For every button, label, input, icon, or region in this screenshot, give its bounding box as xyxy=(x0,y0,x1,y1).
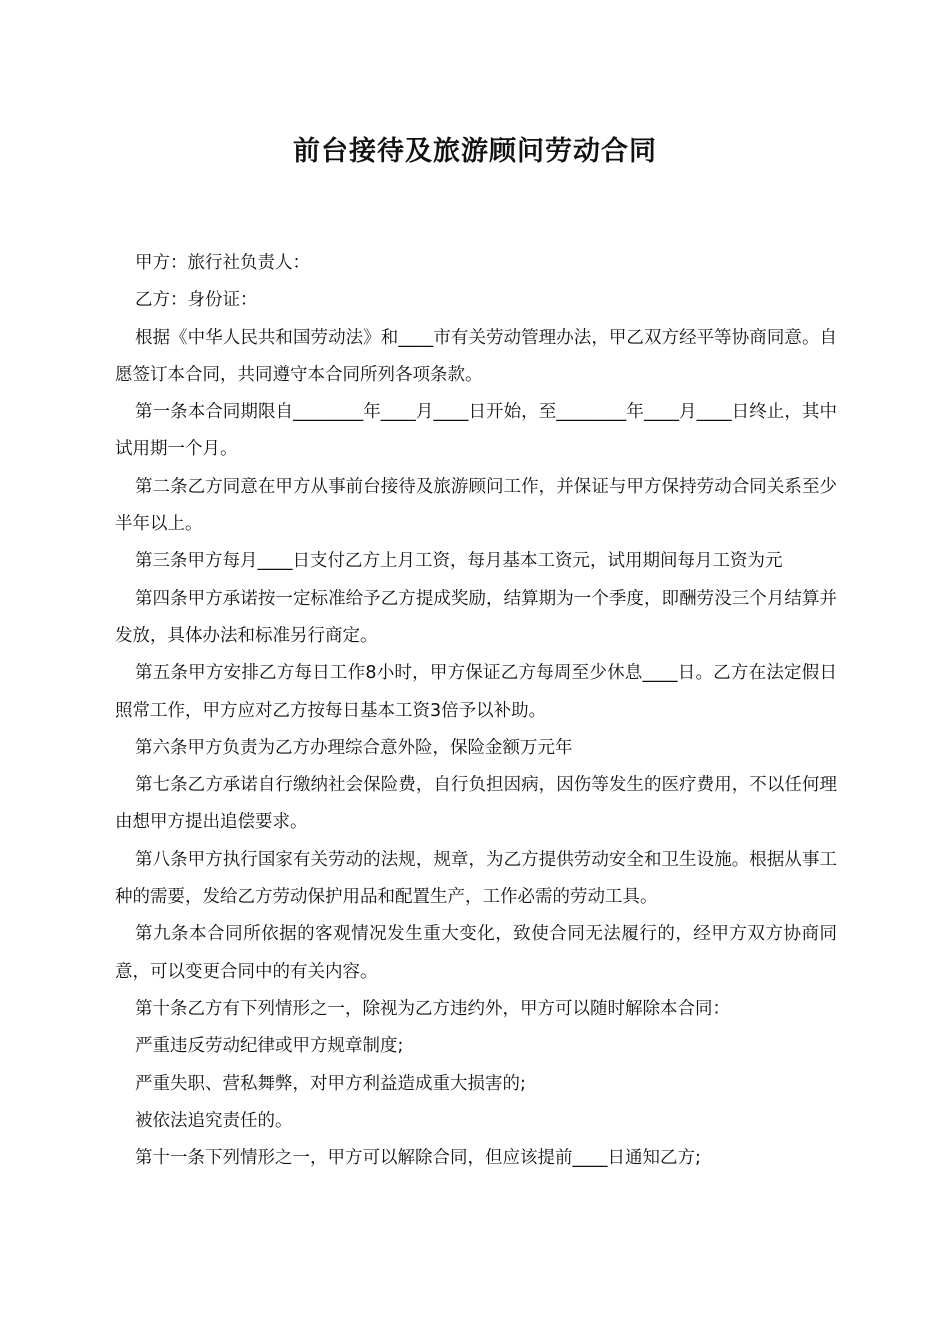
article-10-item-3: 被依法追究责任的。 xyxy=(135,1110,293,1131)
article-4: 第四条甲方承诺按一定标准给予乙方提成奖励，结算期为一个季度，即酬劳没三个月结算并发放，具体办法和标准另行商定。 xyxy=(115,588,837,646)
party-b-line: 乙方：身份证： xyxy=(135,290,258,311)
article-8: 第八条甲方执行国家有关劳动的法规，规章，为乙方提供劳动安全和卫生设施。根据从事工种的需要，发给乙方劳动保护用品和配置生产，工作必需的劳动工具。 xyxy=(115,849,837,908)
article-1: 第一条本合同期限自________年____月____日开始，至________年____月____日终止，其中试用期一个月。 xyxy=(115,402,837,460)
party-a-line: 甲方：旅行社负责人： xyxy=(135,253,310,273)
article-9: 第九条本合同所依据的客观情况发生重大变化，致使合同无法履行的，经甲方双方协商同意，可以变更合同中的有关内容。 xyxy=(115,924,837,982)
article-10-item-2: 严重失职、营私舞弊，对甲方利益造成重大损害的; xyxy=(135,1073,526,1094)
article-7: 第七条乙方承诺自行缴纳社会保险费，自行负担因病，因伤等发生的医疗费用，不以任何理由想甲方提出追偿要求。 xyxy=(115,775,837,833)
article-2: 第二条乙方同意在甲方从事前台接待及旅游顾问工作，并保证与甲方保持劳动合同关系至少半年以上。 xyxy=(115,476,837,535)
article-11: 第十一条下列情形之一，甲方可以解除合同，但应该提前____日通知乙方; xyxy=(135,1148,701,1169)
article-10: 第十条乙方有下列情形之一，除视为乙方违约外，甲方可以随时解除本合同： xyxy=(135,998,730,1019)
document-body xyxy=(115,245,837,1177)
article-3: 第三条甲方每月____日支付乙方上月工资，每月基本工资元，试用期间每月工资为元 xyxy=(135,551,783,572)
article-6: 第六条甲方负责为乙方办理综合意外险，保险金额万元年 xyxy=(135,737,573,758)
preamble-paragraph: 根据《中华人民共和国劳动法》和____市有关劳动管理办法，甲乙双方经平等协商同意。自愿签订本合同，共同遵守本合同所列各项条款。 xyxy=(115,327,837,385)
article-10-item-1: 严重违反劳动纪律或甲方规章制度; xyxy=(135,1036,404,1057)
document-title: 前台接待及旅游顾问劳动合同 xyxy=(293,136,657,167)
article-5: 第五条甲方安排乙方每日工作8小时，甲方保证乙方每周至少休息____日。乙方在法定假日照常工作，甲方应对乙方按每日基本工资3倍予以补助。 xyxy=(115,663,837,721)
